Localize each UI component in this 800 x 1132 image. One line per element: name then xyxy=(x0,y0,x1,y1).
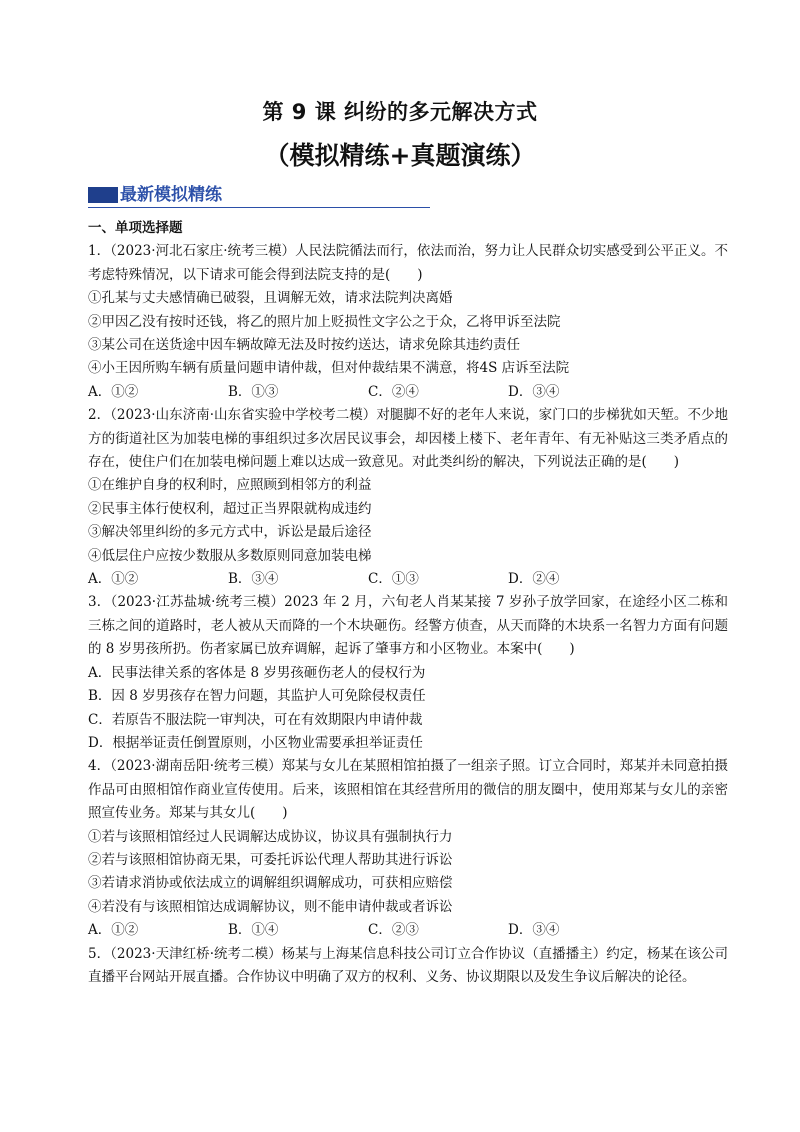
question-3 xyxy=(88,591,728,755)
choice-d[interactable]: D．③④ xyxy=(508,922,560,939)
statement: ①在维护自身的权利时，应照顾到相邻方的利益 xyxy=(88,477,372,494)
section-banner xyxy=(88,182,430,208)
question-4 xyxy=(88,755,728,942)
page-subtitle: （模拟精练+真题演练） xyxy=(264,141,536,170)
choice-c[interactable]: C．②④ xyxy=(368,383,419,400)
choice-a[interactable]: A．①② xyxy=(88,571,139,588)
statement: ②若与该照相馆协商无果，可委托诉讼代理人帮助其进行诉讼 xyxy=(88,851,453,868)
question-stem: 1．（2023·河北石家庄·统考三模）人民法院循法而行，依法而治，努力让人民群众切实感受到公平正义。不考虑特殊情况，以下请求可能会得到法院支持的是( ) xyxy=(88,243,728,283)
statement: ④若没有与该照相馆达成调解协议，则不能申请仲裁或者诉讼 xyxy=(88,898,453,915)
banner-bar-icon xyxy=(88,187,118,203)
choice-a[interactable]: A．①② xyxy=(88,922,139,939)
question-stem: 2．（2023·山东济南·山东省实验中学校考二模）对腿脚不好的老年人来说，家门口的步梯犹如天堑。不少地方的街道社区为加装电梯的事组织过多次居民议事会，却因楼上楼下、老年青年、有无补贴这三类矛盾点的存在，使住户们在加装电梯问题上难以达成一致意见。对此类纠纷的解决，下列说法正确的是( ) xyxy=(88,407,728,471)
section-heading: 一、单项选择题 xyxy=(88,220,183,236)
question-stem: 3．（2023·江苏盐城·统考三模）2023 年 2 月，六旬老人肖某某接 7 岁孙子放学回家，在途经小区二栋和三栋之间的道路时，老人被从天而降的一个木块砸伤。经警方侦查，从天而降的木块系一名智力方面有问题的 8 岁男孩所扔。伤者家属已放弃调解，起诉了肇事方和小区物业。本案中( ) xyxy=(88,594,728,658)
question-5 xyxy=(88,943,728,990)
statement: ①孔某与丈夫感情确已破裂，且调解无效，请求法院判决离婚 xyxy=(88,290,453,307)
choice-b[interactable]: B．①④ xyxy=(228,922,279,939)
choice-a[interactable]: A．①② xyxy=(88,383,139,400)
choice-c[interactable]: C．②③ xyxy=(368,922,419,939)
statement: ③解决邻里纠纷的多元方式中，诉讼是最后途径 xyxy=(88,524,372,541)
question-1 xyxy=(88,240,728,404)
banner-label: 最新模拟精练 xyxy=(120,185,222,205)
choice-d[interactable]: D．③④ xyxy=(508,383,560,400)
question-list xyxy=(88,217,728,989)
statement: ③某公司在送货途中因车辆故障无法及时按约送达，请求免除其违约责任 xyxy=(88,337,520,354)
choice-b[interactable]: B．因 8 岁男孩存在智力问题，其监护人可免除侵权责任 xyxy=(88,688,426,705)
question-stem: 5．（2023·天津红桥·统考二模）杨某与上海某信息科技公司订立合作协议（直播播主）约定，杨某在该公司直播平台网站开展直播。合作协议中明确了双方的权利、义务、协议期限以及发生争议后解决的论径。 xyxy=(88,945,728,985)
choice-b[interactable]: B．③④ xyxy=(228,571,279,588)
statement: ④小王因所购车辆有质量问题申请仲裁，但对仲裁结果不满意，将4S 店诉至法院 xyxy=(88,360,570,377)
answer-choices xyxy=(88,919,728,942)
banner-underline xyxy=(88,207,430,208)
answer-choices xyxy=(88,381,728,404)
statement: ②民事主体行使权利，超过正当界限就构成违约 xyxy=(88,500,372,517)
statement: ④低层住户应按少数服从多数原则同意加装电梯 xyxy=(88,547,372,564)
choice-a[interactable]: A．民事法律关系的客体是 8 岁男孩砸伤老人的侵权行为 xyxy=(88,664,426,681)
statement: ②甲因乙没有按时还钱，将乙的照片加上贬损性文字公之于众，乙将甲诉至法院 xyxy=(88,313,561,330)
choice-d[interactable]: D．根据举证责任倒置原则，小区物业需要承担举证责任 xyxy=(88,734,423,751)
statement: ③若请求消协或依法成立的调解组织调解成功，可获相应赔偿 xyxy=(88,875,453,892)
choice-b[interactable]: B．①③ xyxy=(228,383,279,400)
statement: ①若与该照相馆经过人民调解达成协议，协议具有强制执行力 xyxy=(88,828,453,845)
choice-c[interactable]: C．①③ xyxy=(368,571,419,588)
question-stem: 4．（2023·湖南岳阳·统考三模）郑某与女儿在某照相馆拍摄了一组亲子照。订立合同时，郑某并未同意拍摄作品可由照相馆作商业宣传使用。后来，该照相馆在其经营所用的微信的朋友圈中，使用郑某与女儿的亲密照宣传业务。郑某与其女儿( ) xyxy=(88,758,728,822)
choice-d[interactable]: D．②④ xyxy=(508,571,560,588)
question-2 xyxy=(88,404,728,591)
choice-c[interactable]: C．若原告不服法院一审判决，可在有效期限内申请仲裁 xyxy=(88,711,423,728)
answer-choices xyxy=(88,568,728,591)
page-title: 第 9 课 纠纷的多元解决方式 xyxy=(262,100,538,124)
